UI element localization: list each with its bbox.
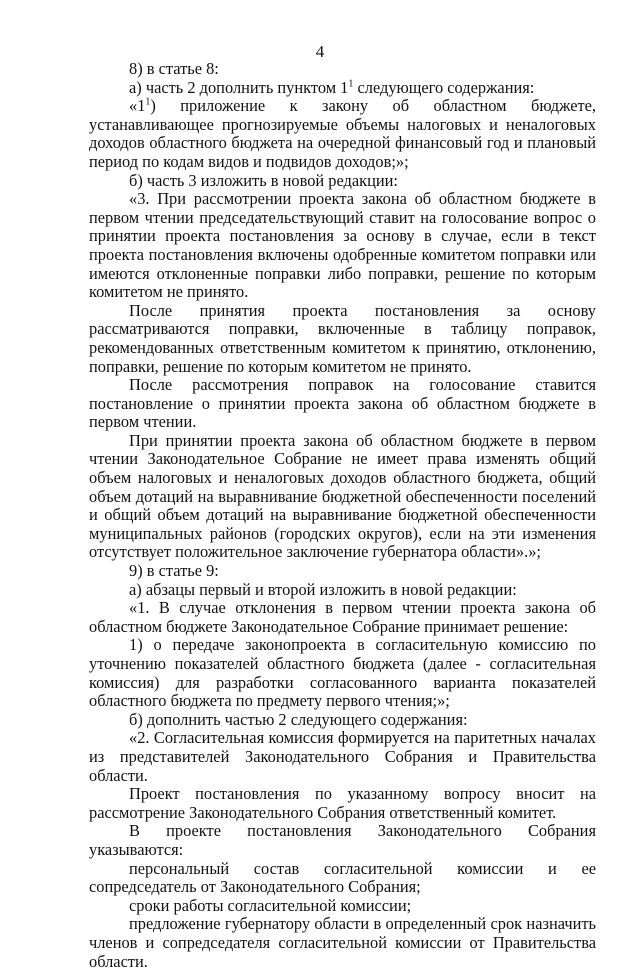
paragraph: 9) в статье 9: [129,561,219,581]
paragraph: «1. В случае отклонения в первом чтении проекта закона об областном бюджете Законодательное Собрание принимает решение: [89,598,596,636]
paragraph: При принятии проекта закона об областном бюджете в первом чтении Законодательное Собрание не имеет права изменять общий объем налоговых и неналоговых доходов областного бюджета, общий объем дотаций на выравнивание бюджетной обеспеченности поселений и общий объем дотаций на выравнивание бюджетной обеспеченности муниципальных районов (городских округов), если на эти изменения отсутствует положительное заключение губернатора области».»; [89,430,596,562]
paragraph: «$1^1$) приложение к закону об областном бюджете, устанавливающее прогнозируемые объемы налоговых и неналоговых доходов областного бюджета на очередной финансовый год и плановый период по кодам видов и подвидов доходов;»; [89,96,596,171]
paragraph: б) часть 3 изложить в новой редакции: [129,170,398,190]
paragraph: предложение губернатору области в определенный срок назначить членов и сопредседателя согласительной комиссии от Правительства области. [89,914,596,971]
paragraph: а) абзацы первый и второй изложить в новой редакции: [129,579,517,599]
page-number: 4 [315,42,325,61]
paragraph: В проекте постановления Законодательного Собрания указываются: [89,821,596,859]
paragraph: 8) в статье 8: [129,59,219,78]
paragraph: После рассмотрения поправок на голосование ставится постановление о принятии проекта закона об областном бюджете в первом чтении. [89,375,596,432]
paragraph: сроки работы согласительной комиссии; [129,895,412,915]
paragraph: б) дополнить частью 2 следующего содержания: [129,709,468,729]
paragraph: Проект постановления по указанному вопросу вносит на рассмотрение Законодательного Собрания ответственный комитет. [89,784,596,822]
paragraph: 1) о передаче законопроекта в согласительную комиссию по уточнению показателей областного бюджета (далее - согласительная комиссия) для разработки согласованного варианта показателей областного бюджета по предмету первого чтения;»; [89,635,596,711]
document-body [89,60,596,971]
paragraph: «2. Согласительная комиссия формируется на паритетных началах из представителей Законодательного Собрания и Правительства области. [89,728,596,785]
paragraph: а) часть 2 дополнить пунктом $1^1$ следующего содержания: [129,77,535,97]
paragraph: персональный состав согласительной комиссии и ее сопредседатель от Законодательного Собрания; [89,858,596,897]
paragraph: «3. При рассмотрении проекта закона об областном бюджете в первом чтении председательствующий ставит на голосование вопрос о принятии проекта постановления за основу в случае, если в текст проекта постановления включены одобренные комитетом поправки или имеются отклоненные поправки либо поправки, решение по которым комитетом не принято. [89,189,596,302]
paragraph: После принятия проекта постановления за основу рассматриваются поправки, включенные в таблицу поправок, рекомендованных ответственным комитетом к принятию, отклонению, поправки, решение по которым комитетом не принято. [89,300,596,376]
